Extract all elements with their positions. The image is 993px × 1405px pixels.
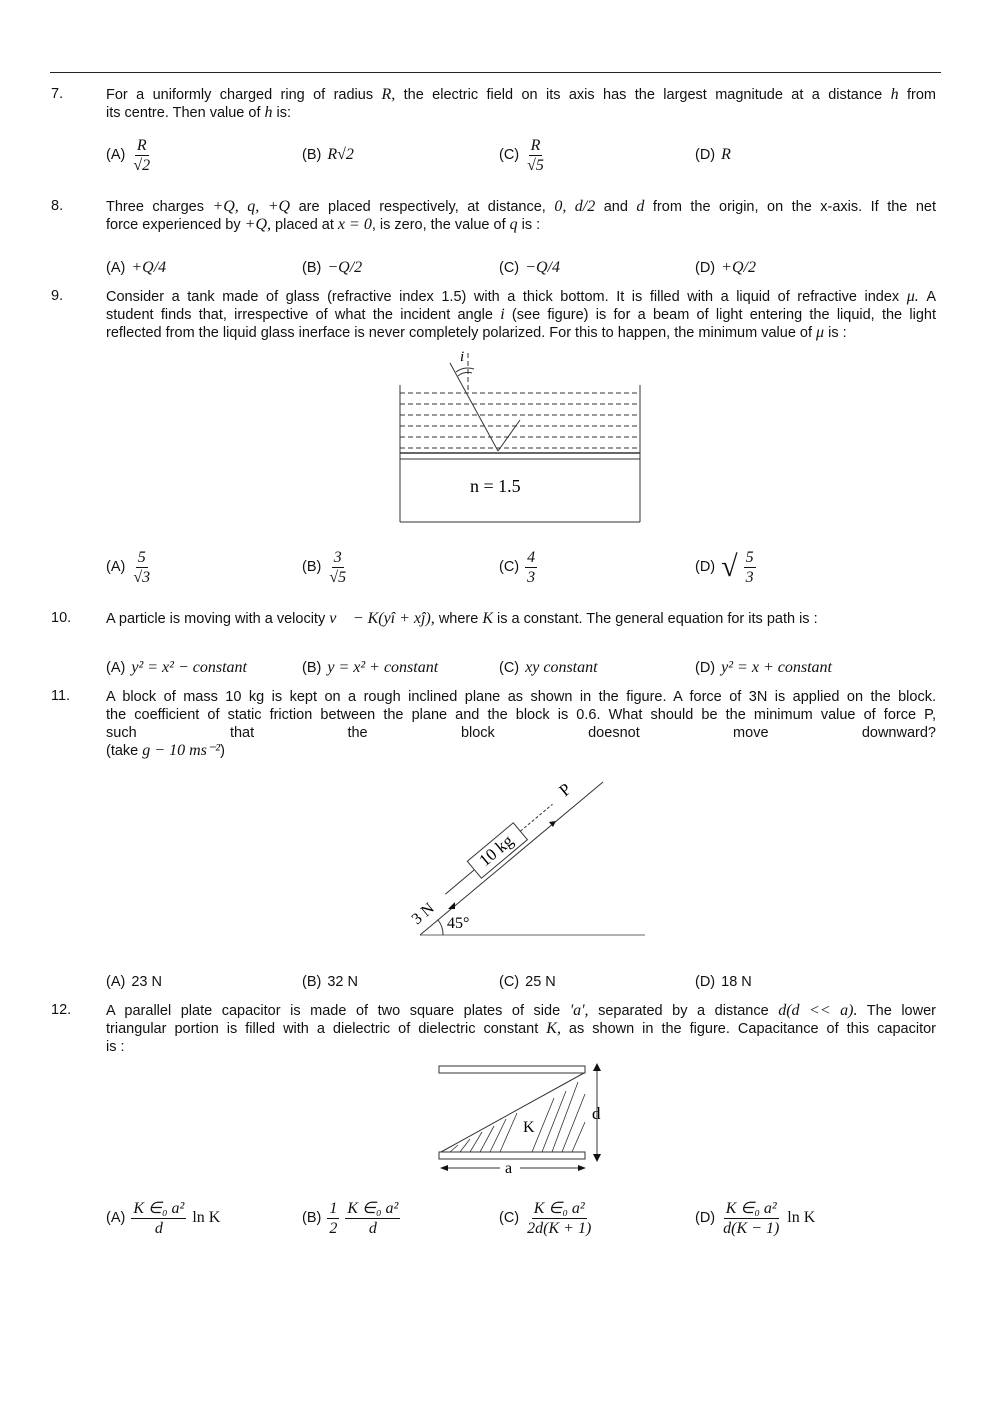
fraction (345, 1199, 400, 1238)
denominator: 3 (745, 568, 754, 586)
question-text-line (106, 324, 936, 342)
text-segment: A block of mass 10 kg is kept on a rough inclined plane as shown in the figure. A force of 3N is applied on the block. (106, 689, 936, 705)
text-segment: placed at (271, 217, 338, 233)
math-expression: 'a', (569, 1002, 589, 1019)
answer-option[interactable] (695, 960, 752, 1004)
numerator: 1 (329, 1199, 338, 1217)
denominator: √2 (133, 156, 151, 174)
tank-figure (390, 345, 650, 530)
option-label: (C) (499, 974, 520, 990)
math-expression: +Q, q, +Q (212, 198, 291, 215)
text-segment: the coefficient of static friction between the plane and the block is 0.6. What should be the minimum value of force P, (106, 707, 936, 723)
fraction (744, 548, 756, 587)
numerator: K ∈₀ a² (725, 1199, 777, 1217)
text-segment: student finds that, irrespective of what the incident angle (106, 307, 501, 323)
option-label: (D) (695, 660, 716, 676)
question-text-line (106, 610, 936, 628)
math-expression: d(d << a). (778, 1002, 858, 1019)
option-text: 23 N (131, 974, 162, 990)
denominator: d(K − 1) (723, 1219, 780, 1237)
option-label: (A) (106, 1210, 126, 1226)
fraction (131, 1199, 186, 1238)
option-math: +Q/2 (721, 259, 756, 276)
answer-option[interactable] (106, 545, 152, 589)
numerator: K ∈₀ a² (533, 1199, 585, 1217)
math-expression: +Q, (244, 216, 271, 233)
text-segment: separated by a distance (588, 1003, 779, 1019)
question-text-line (106, 306, 936, 324)
question-text-line (106, 198, 936, 216)
incline-angle-label: 45° (447, 915, 470, 932)
question-text-line (106, 688, 936, 706)
answer-option[interactable] (695, 1196, 815, 1240)
incline-figure (405, 775, 655, 940)
math-expression: K, (546, 1020, 561, 1037)
text-segment: is a constant. The general equation for its path is : (493, 611, 818, 627)
option-math: +Q/4 (131, 259, 167, 276)
option-math: y² = x² − constant (131, 659, 247, 676)
answer-option[interactable] (106, 1196, 220, 1240)
fraction (327, 1199, 339, 1238)
denominator: 3 (527, 568, 536, 586)
answer-option[interactable] (106, 133, 152, 177)
answer-option[interactable] (302, 646, 438, 690)
radical-sign: √ (721, 550, 738, 583)
math-expression: i (500, 306, 505, 323)
question-number: 7. (51, 86, 64, 102)
option-label: (D) (695, 559, 716, 575)
option-label: (C) (499, 147, 520, 163)
denominator: d (154, 1219, 163, 1237)
option-label: (D) (695, 260, 716, 276)
denominator: √5 (527, 156, 544, 174)
option-suffix: ln K (787, 1209, 816, 1226)
text-segment: , is zero, the value of (371, 217, 510, 233)
question-text-line (106, 1038, 936, 1056)
header-rule (50, 72, 941, 73)
option-label: (D) (695, 974, 716, 990)
capacitor-gap-label: d (592, 1104, 601, 1123)
text-segment: the electric field on its axis has the largest magnitude at a distance (395, 87, 891, 103)
question-text-line (106, 288, 936, 306)
question-text-line (106, 706, 936, 724)
text-segment: as shown in the figure. Capacitance of this capacitor (560, 1021, 936, 1037)
answer-option[interactable] (302, 545, 348, 589)
fraction (721, 1199, 781, 1238)
text-segment: The lower (857, 1003, 936, 1019)
answer-option[interactable] (106, 246, 166, 290)
text-segment: For a uniformly charged ring of radius (106, 87, 382, 103)
answer-option[interactable] (695, 133, 731, 177)
question-text-line (106, 1002, 936, 1020)
option-math: R√2 (327, 146, 354, 163)
fraction (327, 548, 348, 587)
answer-option[interactable] (695, 545, 756, 589)
text-segment: force experienced by (106, 217, 245, 233)
text-segment: A particle is moving with a velocity (106, 611, 330, 627)
text-segment: triangular portion is filled with a dielectric of dielectric constant (106, 1021, 547, 1037)
tank-angle-label: i (460, 349, 465, 365)
answer-option[interactable] (106, 646, 247, 690)
denominator: √3 (133, 568, 151, 586)
answer-option[interactable] (302, 133, 354, 177)
option-label: (B) (302, 974, 322, 990)
text-segment: are placed respectively, at distance, (290, 199, 555, 215)
fraction (131, 136, 152, 175)
answer-option[interactable] (499, 960, 556, 1004)
option-suffix: ln K (192, 1209, 221, 1226)
math-expression: 0, d/2 (554, 198, 596, 215)
answer-option[interactable] (499, 1196, 593, 1240)
numerator: K ∈₀ a² (347, 1199, 399, 1217)
text-segment: Consider a tank made of glass (refractive index 1.5) with a thick bottom. It is filled with a liquid of refractive index (106, 289, 907, 305)
text-segment: ) (220, 743, 225, 759)
option-label: (A) (106, 147, 126, 163)
math-expression: x = 0 (337, 216, 372, 233)
option-label: (A) (106, 260, 126, 276)
text-segment: A parallel plate capacitor is made of two square plates of side (106, 1003, 570, 1019)
option-label: (D) (695, 1210, 716, 1226)
math-expression: μ (816, 324, 825, 341)
math-expression: K (482, 610, 494, 627)
text-segment: is: (272, 105, 292, 121)
text-segment: is : (824, 325, 847, 341)
capacitor-figure (430, 1060, 615, 1178)
question-number: 12. (51, 1002, 72, 1018)
math-expression: g − 10 ms⁻² (142, 742, 221, 759)
text-segment: A (918, 289, 936, 305)
text-segment: from (898, 87, 937, 103)
fraction (131, 548, 152, 587)
option-math: −Q/2 (327, 259, 363, 276)
text-segment: and (595, 199, 637, 215)
option-label: (A) (106, 660, 126, 676)
text-segment: is : (517, 217, 541, 233)
answer-option[interactable] (106, 960, 162, 1004)
text-segment: Three charges (106, 199, 213, 215)
option-label: (B) (302, 1210, 322, 1226)
option-text: 25 N (525, 974, 556, 990)
option-label: (C) (499, 1210, 520, 1226)
numerator: 5 (137, 548, 146, 566)
math-expression: R, (381, 86, 396, 103)
numerator: K ∈₀ a² (133, 1199, 185, 1217)
option-label: (D) (695, 147, 716, 163)
answer-option[interactable] (302, 960, 358, 1004)
answer-option[interactable] (499, 646, 598, 690)
question-text-line (106, 742, 936, 760)
question-number: 11. (51, 688, 71, 704)
option-label: (A) (106, 974, 126, 990)
math-expression: h (890, 86, 899, 103)
numerator: 5 (745, 548, 754, 566)
question-number: 9. (51, 288, 64, 304)
denominator: 2d(K + 1) (527, 1219, 592, 1237)
math-expression: q (509, 216, 518, 233)
option-math: xy constant (525, 659, 598, 676)
option-label: (B) (302, 260, 322, 276)
incline-force-label: P (555, 779, 575, 801)
answer-option[interactable] (499, 133, 546, 177)
denominator: √5 (329, 568, 347, 586)
math-expression: μ. (906, 288, 919, 305)
text-segment: reflected from the liquid glass inerface is never completely polarized. For this to happen, the minimum value of (106, 325, 817, 341)
answer-option[interactable] (499, 246, 560, 290)
capacitor-side-label: a (505, 1160, 513, 1177)
option-math: y² = x + constant (721, 659, 832, 676)
question-text-line (106, 1020, 936, 1038)
option-label: (B) (302, 660, 322, 676)
text-segment: (take (106, 743, 143, 759)
capacitor-dielectric-label: K (523, 1119, 535, 1136)
option-math: y = x² + constant (327, 659, 439, 676)
tank-glass-label: n = 1.5 (470, 476, 521, 496)
incline-mass-label: 10 kg (475, 830, 517, 871)
numerator: 4 (527, 548, 536, 566)
question-number: 8. (51, 198, 64, 214)
numerator: 3 (333, 548, 342, 566)
option-math: R (721, 146, 731, 163)
text-segment: where (434, 611, 483, 627)
fraction (525, 1199, 593, 1238)
option-math: −Q/4 (525, 259, 560, 276)
option-label: (B) (302, 559, 322, 575)
question-text-line (106, 86, 936, 104)
text-segment: (see figure) is for a beam of light entering the liquid, the light (504, 307, 936, 323)
text-segment: from the origin, on the x-axis. If the net (644, 199, 936, 215)
text-segment: such that the block doesnot move downward? (106, 725, 936, 741)
denominator: d (368, 1219, 377, 1237)
option-label: (A) (106, 559, 126, 575)
text-segment: its centre. Then value of (106, 105, 265, 121)
denominator: 2 (329, 1219, 338, 1237)
answer-option[interactable] (695, 646, 832, 690)
option-text: 32 N (327, 974, 358, 990)
numerator: R (136, 136, 147, 154)
math-expression: v⃗ − K(yî + xĵ), (329, 610, 435, 627)
fraction (525, 136, 546, 175)
option-text: 18 N (721, 974, 752, 990)
option-label: (C) (499, 559, 520, 575)
question-text-line (106, 216, 936, 234)
option-label: (C) (499, 260, 520, 276)
answer-option[interactable] (302, 246, 362, 290)
question-text-line (106, 724, 936, 742)
answer-option[interactable] (499, 545, 537, 589)
question-number: 10. (51, 610, 72, 626)
answer-option[interactable] (302, 1196, 400, 1240)
option-label: (C) (499, 660, 520, 676)
math-expression: d (636, 198, 645, 215)
question-text-line (106, 104, 936, 122)
text-segment: is : (106, 1039, 125, 1055)
option-label: (B) (302, 147, 322, 163)
math-expression: h (264, 104, 273, 121)
incline-applied-label: 3 N (408, 899, 438, 929)
answer-option[interactable] (695, 246, 756, 290)
numerator: R (530, 136, 541, 154)
fraction (525, 548, 537, 587)
